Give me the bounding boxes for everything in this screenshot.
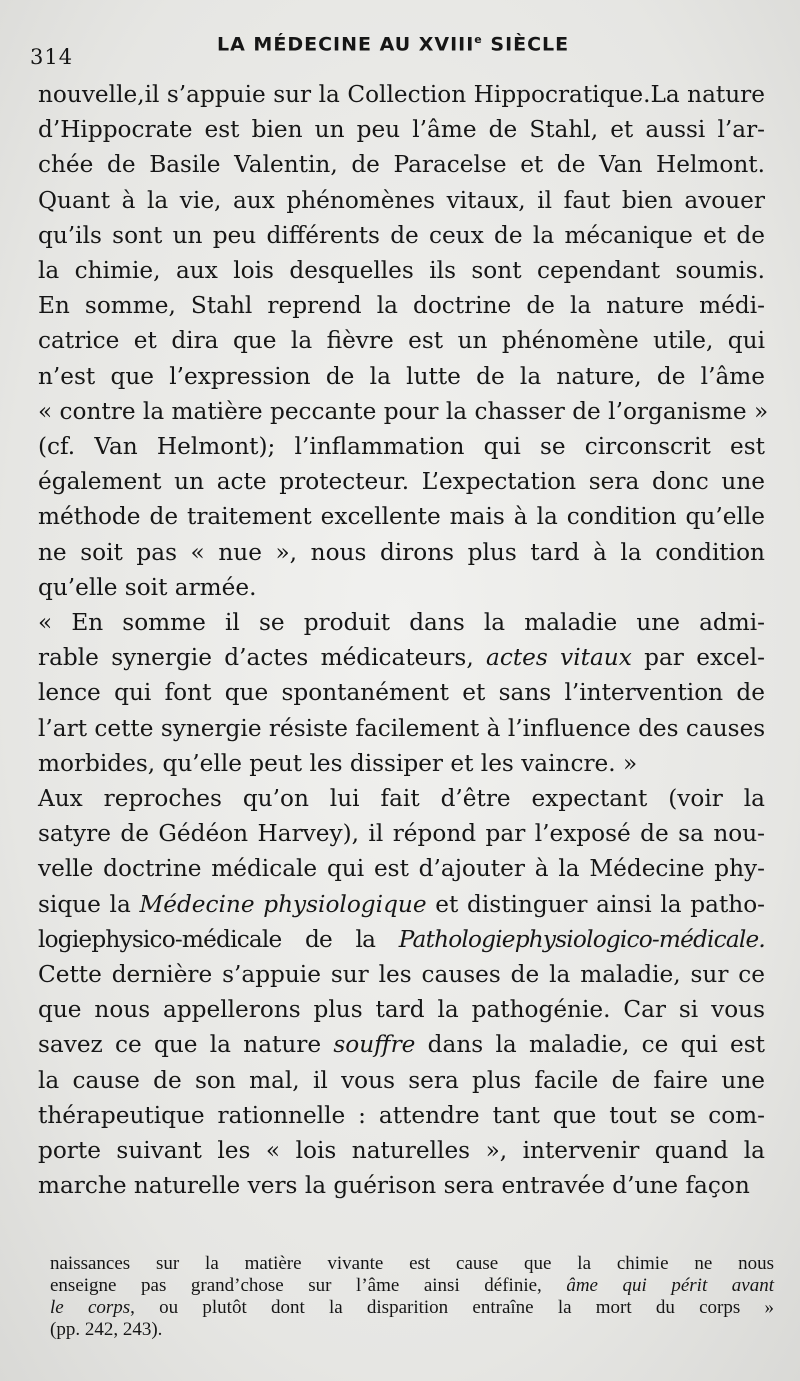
text-run: et distinguer ainsi la patho- [426,890,766,918]
italic-text: le corps [50,1297,131,1318]
text-line [38,288,765,323]
text-line [38,570,765,605]
text-run: n’est que l’expression de la lutte de la nature, de l’âme [38,362,765,390]
text-line [38,1063,765,1098]
text-line [38,640,765,675]
footnote-line [50,1319,774,1341]
text-run: « En somme il se produit dans la maladie une admi- [38,609,765,637]
text-run: méthode de traitement excellente mais à la condition qu’elle [38,503,765,531]
text-run: la chimie, aux lois desquelles ils sont cependant soumis. [38,257,765,285]
text-line [38,464,765,499]
text-line [38,1027,765,1062]
text-line [38,992,765,1027]
text-run: l’art cette synergie résiste facilement à l’influence des causes [38,714,766,742]
text-line [38,1133,765,1168]
text-run: thérapeutique rationnelle : attendre tant que tout se com- [38,1101,765,1129]
text-run: qu’elle soit armée. [38,573,257,601]
text-run: chée de Basile Valentin, de Paracelse et de Van Helmont. [38,151,765,179]
main-text [38,77,769,1204]
text-line [38,253,765,288]
text-run: rable synergie d’actes médicateurs, [38,644,487,672]
running-head-title: LA MÉDECINE AU XVIII [217,33,475,56]
text-line [38,922,765,957]
running-head [217,33,569,55]
footnote-line [50,1297,774,1319]
italic-text: âme qui périt avant [566,1275,774,1296]
page-number: 314 [30,45,74,69]
text-run: Cette dernière s’appuie sur les causes de la maladie, sur ce [38,961,765,989]
text-line [38,112,765,147]
italic-text: Pathologiephysiologico-médicale. [398,925,765,953]
text-line [38,746,765,781]
text-line [38,77,765,112]
text-run: « contre la matière peccante pour la chasser de l’organisme » [38,397,769,425]
text-run: velle doctrine médicale qui est d’ajouter à la Médecine phy- [38,855,765,883]
text-line [38,147,765,182]
text-run: Quant à la vie, aux phénomènes vitaux, il faut bien avouer [38,186,765,214]
italic-text: actes vitaux [486,644,632,672]
text-run: (pp. 242, 243). [50,1319,163,1340]
text-run: enseigne pas grand’chose sur l’âme ainsi définie, [50,1275,567,1296]
text-run: nouvelle,il s’appuie sur la Collection Hippocratique.La nature [38,81,765,108]
text-run: morbides, qu’elle peut les dissiper et les vaincre. » [38,749,638,777]
text-run: d’Hippocrate est bien un peu l’âme de Stahl, et aussi l’ar- [38,116,765,144]
running-head-superscript: e [474,33,483,46]
text-run: lence qui font que spontanément et sans l’intervention de [38,679,765,707]
text-line [38,535,765,570]
text-run: marche naturelle vers la guérison sera entravée d’une façon [38,1172,750,1200]
italic-text: souffre [333,1031,416,1059]
text-line [38,711,765,746]
text-run: également un acte protecteur. L’expectation sera donc une [38,468,765,496]
text-line [38,1168,765,1203]
text-line [38,394,769,429]
text-run: (cf. Van Helmont); l’inflammation qui se circonscrit est [38,433,765,461]
text-run: naissances sur la matière vivante est cause que la chimie ne nous [50,1253,774,1274]
text-line [38,359,765,394]
text-run: la cause de son mal, il vous sera plus facile de faire une [38,1066,765,1094]
text-line [38,323,765,358]
text-run: satyre de Gédéon Harvey), il répond par l’exposé de sa nou- [38,820,765,848]
text-line [38,183,765,218]
text-line [38,816,765,851]
text-run: savez ce que la nature [38,1031,334,1059]
text-run: , ou plutôt dont la disparition entraîne la mort du corps » [130,1297,774,1318]
text-run: porte suivant les « lois naturelles », intervenir quand la [38,1137,765,1165]
text-run: En somme, Stahl reprend la doctrine de la nature médi- [38,292,765,320]
text-line [38,218,765,253]
footnote-line [50,1275,774,1297]
text-line [38,605,765,640]
text-line [38,429,765,464]
text-run: que nous appellerons plus tard la pathogénie. Car si vous [38,996,765,1024]
text-line [38,887,765,922]
italic-text: Médecine physiologique [139,890,427,918]
text-line [38,499,765,534]
text-line [38,851,765,886]
text-run: Aux reproches qu’on lui fait d’être expectant (voir la [38,785,765,813]
text-run: dans la maladie, ce qui est [415,1031,765,1059]
text-run: ne soit pas « nue », nous dirons plus tard à la condition [38,538,765,566]
text-run: sique la [38,890,140,918]
text-line [38,1098,765,1133]
text-run: qu’ils sont un peu différents de ceux de la mécanique et de [38,221,765,249]
text-run: par excel- [631,644,765,672]
text-run: catrice et dira que la fièvre est un phénomène utile, qui [38,327,765,355]
running-head-title-end: SIÈCLE [482,33,570,56]
text-run: logiephysico-médicale de la [38,925,399,953]
text-line [38,957,765,992]
footnote [50,1253,774,1341]
text-line [38,675,765,710]
footnote-line [50,1253,774,1275]
text-line [38,781,765,816]
